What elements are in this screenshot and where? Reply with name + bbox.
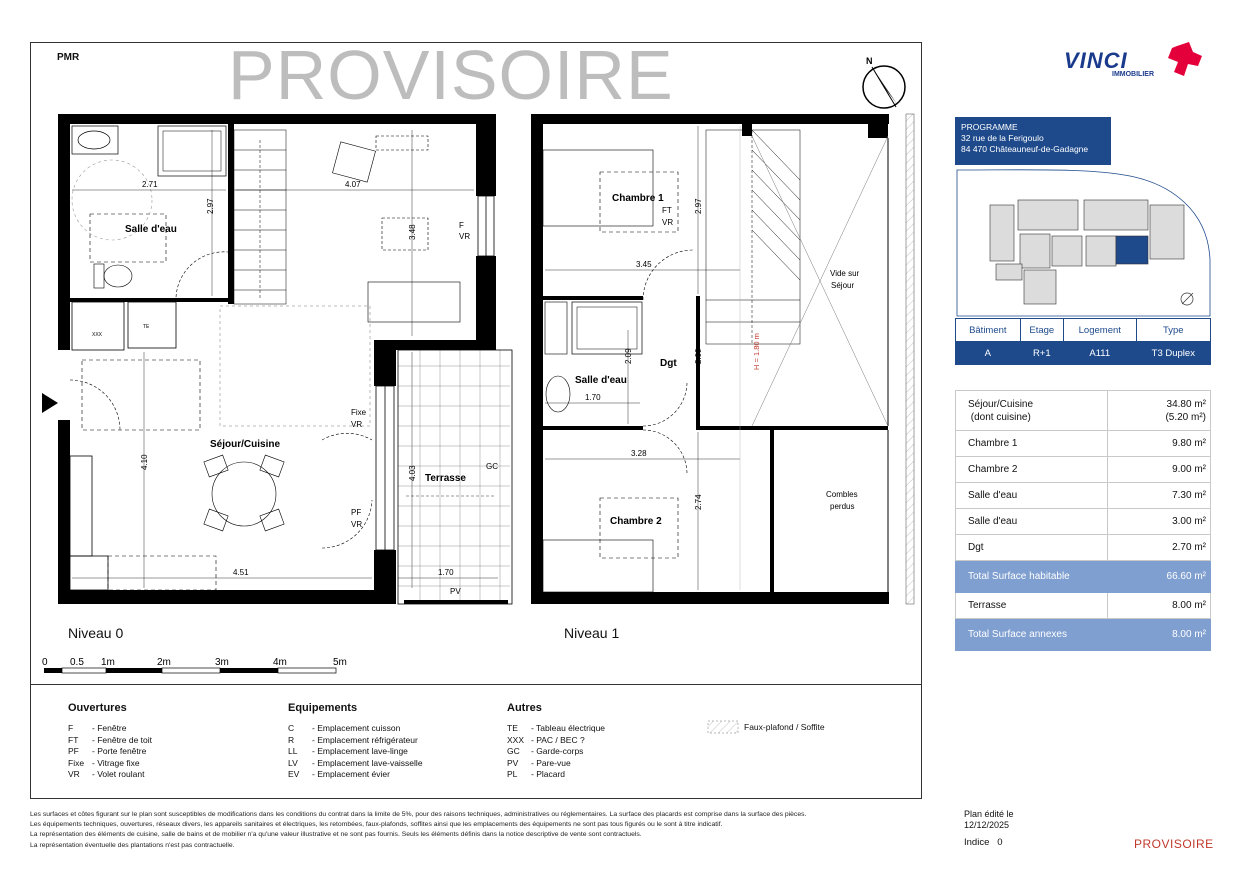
hdr-type: Type <box>1136 319 1210 342</box>
legend-equipements-title: Equipements <box>288 702 358 714</box>
dim: 2.97 <box>694 198 703 214</box>
surface-total-value: 8.00 m² <box>1108 619 1211 651</box>
surface-value: 34.80 m² (5.20 m²) <box>1108 391 1211 431</box>
legend-ouvertures: F - Fenêtre FT - Fenêtre de toit PF - Porte fenêtre Fixe - Vitrage fixe VR - Volet roulant <box>68 723 153 779</box>
dim: 2.71 <box>142 180 158 189</box>
dim: 2.09 <box>624 348 633 364</box>
code-vr: VR <box>351 420 363 429</box>
legend-autres-title: Autres <box>507 702 542 714</box>
scale-tick: 5m <box>333 657 347 668</box>
room-salle-eau-0: Salle d'eau <box>125 224 177 235</box>
hdr-logement: Logement <box>1063 319 1136 342</box>
indice: Indice 0 <box>964 837 1003 848</box>
faux-plafond-label: Faux-plafond / Soffite <box>744 722 825 732</box>
surface-label: Terrasse <box>956 593 1108 619</box>
surface-value: 3.00 m² <box>1108 509 1211 535</box>
combles-label: Combles <box>826 490 858 499</box>
dim: 3.48 <box>408 224 417 240</box>
surface-label: Chambre 1 <box>956 431 1108 457</box>
site-north-icon <box>1181 293 1193 305</box>
hdr-etage: Etage <box>1020 319 1063 342</box>
scale-tick: 0 <box>42 657 48 668</box>
dim: 2.74 <box>694 494 703 510</box>
code-xxx: XXX <box>92 332 103 338</box>
site-plan-thumbnail <box>957 170 1210 316</box>
legend-ouvertures-title: Ouvertures <box>68 702 127 714</box>
dim: 2.09 <box>694 348 703 364</box>
north-arrow-icon <box>863 66 905 108</box>
legend-equipements: C - Emplacement cuisson R - Emplacement réfrigérateur LL - Emplacement lave-linge LV - Emplacement lave-vaisselle EV - Emplacement évier <box>288 723 423 779</box>
north-label: N <box>866 56 873 66</box>
surface-label: Séjour/Cuisine (dont cuisine) <box>956 391 1108 431</box>
room-chambre1: Chambre 1 <box>612 193 664 204</box>
surface-total-label: Total Surface habitable <box>956 561 1108 593</box>
dim: 2.97 <box>206 198 215 214</box>
code-f: F <box>459 221 464 230</box>
dim: 4.51 <box>233 568 249 577</box>
code-pv: PV <box>450 587 461 596</box>
code-ft: FT <box>662 206 672 215</box>
surface-value: 7.30 m² <box>1108 483 1211 509</box>
surface-label: Chambre 2 <box>956 457 1108 483</box>
height-note: H = 1.80 m <box>752 333 761 370</box>
val-batiment: A <box>956 342 1021 365</box>
surface-value: 9.80 m² <box>1108 431 1211 457</box>
dim: 4.10 <box>140 454 149 470</box>
faux-plafond-swatch <box>708 721 738 733</box>
legend-autres: TE - Tableau électrique XXX - PAC / BEC ? GC - Garde-corps PV - Pare-vue PL - Placard <box>507 723 606 779</box>
scale-bar <box>44 668 336 673</box>
surface-value: 9.00 m² <box>1108 457 1211 483</box>
code-vr: VR <box>351 520 363 529</box>
vide-label: Vide sur <box>830 269 860 278</box>
code-te: TE <box>143 324 150 330</box>
room-sejour: Séjour/Cuisine <box>210 439 281 450</box>
code-vr: VR <box>662 218 674 227</box>
code-gc: GC <box>486 462 498 471</box>
surface-label: Salle d'eau <box>956 483 1108 509</box>
plan-edit-date: Plan édité le 12/12/2025 <box>964 809 1014 830</box>
vide-label: Séjour <box>831 281 855 290</box>
scale-tick: 2m <box>157 657 171 668</box>
level0-label: Niveau 0 <box>68 625 124 641</box>
scale-tick: 4m <box>273 657 287 668</box>
dim: 4.07 <box>345 180 361 189</box>
code-pf: PF <box>351 508 362 517</box>
programme-box: PROGRAMME 32 rue de la Ferigoulo 84 470 Châteauneuf-de-Gadagne <box>955 117 1111 165</box>
scale-tick: 3m <box>215 657 229 668</box>
entrance-arrow-icon <box>42 393 58 413</box>
scale-tick: 1m <box>101 657 115 668</box>
surface-total-label: Total Surface annexes <box>956 619 1108 651</box>
surface-value: 8.00 m² <box>1108 593 1211 619</box>
surface-total-value: 66.60 m² <box>1108 561 1211 593</box>
code-fixe: Fixe <box>351 408 367 417</box>
room-chambre2: Chambre 2 <box>610 516 662 527</box>
surface-label: Dgt <box>956 535 1108 561</box>
surface-label: Salle d'eau <box>956 509 1108 535</box>
dim: 3.28 <box>631 449 647 458</box>
dim: 3.45 <box>636 260 652 269</box>
dim: 1.70 <box>585 393 601 402</box>
level1-label: Niveau 1 <box>564 625 620 641</box>
lot-info-table <box>955 318 1211 365</box>
room-dgt: Dgt <box>660 358 677 369</box>
surface-value: 2.70 m² <box>1108 535 1211 561</box>
scale-tick: 0.5 <box>70 657 84 668</box>
level0-plan <box>42 114 512 604</box>
pmr-label: PMR <box>57 52 80 63</box>
val-type: T3 Duplex <box>1136 342 1210 365</box>
val-etage: R+1 <box>1020 342 1063 365</box>
code-vr: VR <box>459 232 471 241</box>
hdr-batiment: Bâtiment <box>956 319 1021 342</box>
room-salle-eau-1: Salle d'eau <box>575 375 627 386</box>
provisoire-watermark: PROVISOIRE <box>228 36 674 114</box>
dim: 4.03 <box>408 465 417 481</box>
dim: 1.70 <box>438 568 454 577</box>
val-logement: A111 <box>1063 342 1136 365</box>
combles-label: perdus <box>830 502 855 511</box>
surfaces-table <box>955 390 1211 651</box>
disclaimer: Les surfaces et côtes figurant sur le plan sont susceptibles de modifications dans les conditions du contrat dans la limite de 5%, pour des raisons techniques, administratives ou réglementaires. La surface des placards est comprise dans la surface des pièces. Les équipements techniques, ouvertures, réseaux divers, les appareils sanitaires et électriques, les retombées, faux-plafonds, soffites ainsi que les emplacements des équipements ne sont pas tous figurés ou le sont à titre indicatif. La représentation des éléments de cuisine, salle de bains et de mobilier n'a qu'une valeur illustrative et ne sont pas fournis. Seuls les éléments définis dans la notice descriptive de vente sont contractuels. La représentation éventuelle des plantations n'est pas contractuelle. <box>30 811 807 849</box>
level1-plan <box>531 114 914 604</box>
vinci-logo: VINCI IMMOBILIER <box>1064 48 1154 78</box>
room-terrasse: Terrasse <box>425 473 466 484</box>
status-provisoire: PROVISOIRE <box>1134 837 1214 851</box>
